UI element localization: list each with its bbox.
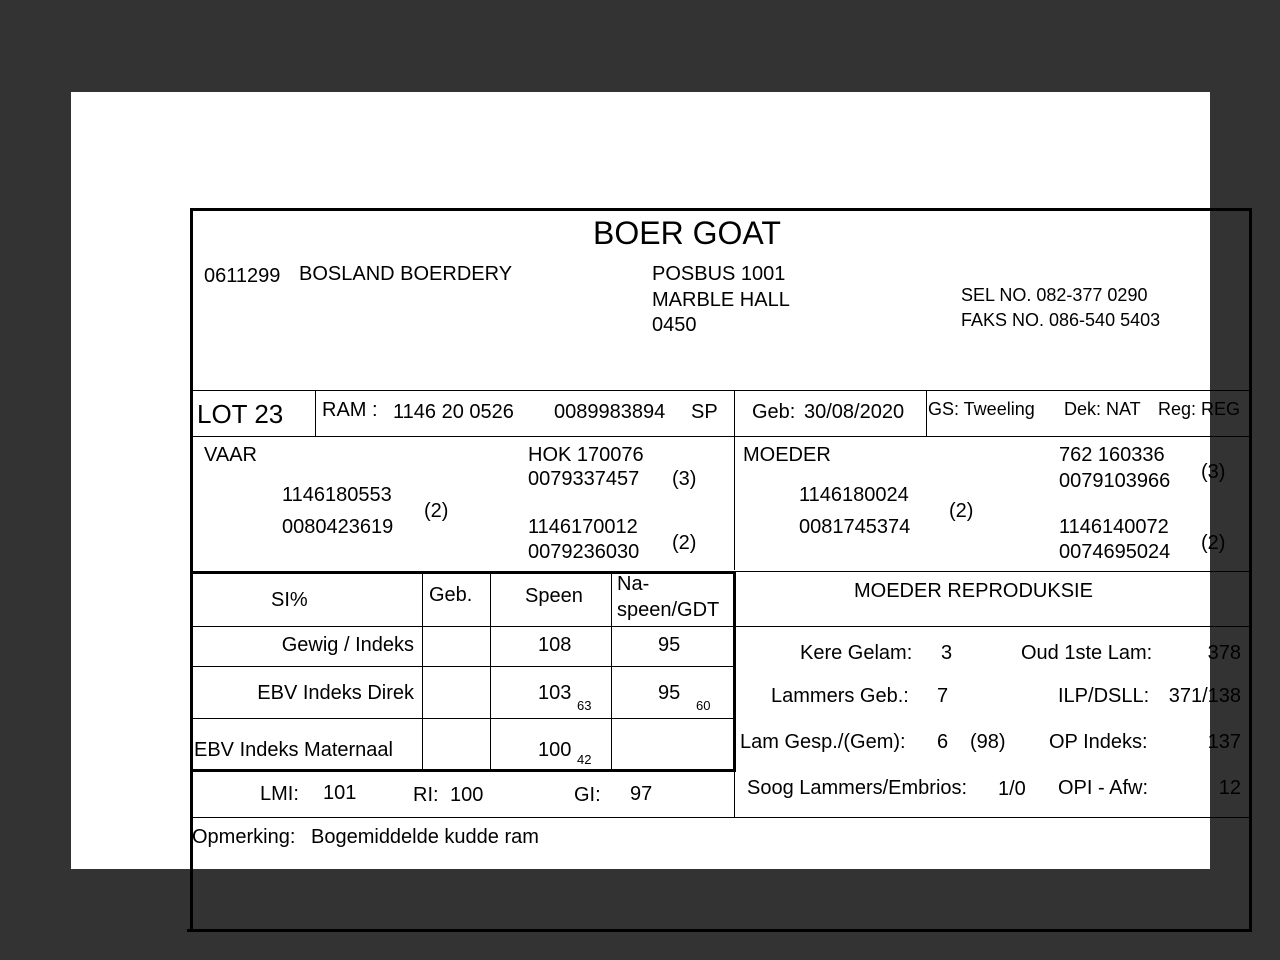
fax-number: FAKS NO. 086-540 5403 (961, 310, 1161, 330)
remark-text: Bogemiddelde kudde ram (311, 826, 539, 848)
sire-dam-count: (2) (672, 532, 697, 554)
sire-dam-number: 1146170012 (528, 516, 638, 538)
ri-value: 100 (450, 784, 484, 806)
direk-naspeen: 95 (658, 682, 681, 704)
lammers-label: Lammers Geb.: (771, 685, 909, 707)
soog-label: Soog Lammers/Embrios: (747, 777, 968, 799)
header-si: SI% (271, 589, 308, 611)
ilp-label: ILP/DSLL: (1058, 685, 1150, 707)
sale-card (190, 208, 1252, 932)
table-top-border (190, 571, 736, 574)
reproduction-title: MOEDER REPRODUKSIE (854, 580, 1093, 602)
sire-sire-number: HOK 170076 (528, 444, 644, 466)
row-divider (190, 718, 734, 719)
gewig-naspeen: 95 (658, 634, 681, 656)
dam-count: (2) (949, 500, 974, 522)
opi-label: OPI - Afw: (1058, 777, 1149, 799)
soog-value: 1/0 (998, 778, 1026, 800)
sire-id: 0080423619 (282, 516, 394, 538)
address-line-1: POSBUS 1001 (652, 263, 786, 285)
col-divider (734, 571, 735, 817)
op-value: 137 (1207, 731, 1241, 753)
col-divider (315, 390, 316, 436)
birth-label: Geb: (752, 401, 796, 423)
op-label: OP Indeks: (1049, 731, 1148, 753)
direk-speen: 103 (538, 682, 572, 704)
lmi-label: LMI: (260, 783, 299, 805)
sire-sire-id: 0079337457 (528, 468, 640, 490)
direk-speen-accuracy: 63 (577, 698, 592, 713)
address-line-3: 0450 (652, 314, 697, 336)
sire-number: 1146180553 (282, 484, 392, 506)
dam-label: MOEDER (743, 444, 831, 466)
header-geb: Geb. (429, 584, 473, 606)
row-label-gewig: Gewig / Indeks (281, 634, 414, 656)
ram-class: SP (691, 401, 718, 423)
address-line-2: MARBLE HALL (652, 289, 790, 311)
direk-naspeen-accuracy: 60 (696, 698, 711, 713)
row-divider (190, 817, 1249, 818)
col-divider (611, 574, 612, 769)
header-naspeen-line2: speen/GDT (617, 599, 720, 621)
header-naspeen-line1: Na- (617, 573, 650, 595)
breeder-number: 0611299 (204, 265, 281, 287)
sire-count: (2) (424, 500, 449, 522)
oud-value: 378 (1207, 642, 1241, 664)
lammers-value: 7 (937, 685, 949, 707)
frame-left (190, 208, 193, 932)
col-divider (926, 390, 927, 436)
ram-number: 1146 20 0526 (393, 401, 514, 423)
dam-id: 0081745374 (799, 516, 911, 538)
header-speen: Speen (525, 585, 583, 607)
frame-top (190, 208, 1252, 211)
ram-label: RAM : (322, 399, 378, 421)
kere-gelam-label: Kere Gelam: (800, 642, 913, 664)
col-divider (422, 574, 423, 769)
birth-date: 30/08/2020 (804, 401, 905, 423)
col-divider (490, 574, 491, 769)
cell-number: SEL NO. 082-377 0290 (961, 285, 1148, 305)
lot-number: LOT 23 (197, 399, 284, 429)
frame-bottom (187, 929, 1252, 932)
kere-gelam-value: 3 (941, 642, 953, 664)
row-label-maternaal: EBV Indeks Maternaal (194, 739, 393, 761)
reg-status: Reg: REG (1158, 399, 1241, 419)
dam-dam-id: 0074695024 (1059, 541, 1171, 563)
frame-right (1249, 208, 1252, 932)
col-divider (734, 436, 735, 570)
ri-label: RI: (413, 784, 439, 806)
gewig-speen: 108 (538, 634, 572, 656)
oud-label: Oud 1ste Lam: (1021, 642, 1153, 664)
row-divider (734, 571, 1249, 572)
gi-label: GI: (574, 784, 601, 806)
row-divider (190, 626, 1249, 627)
sire-label: VAAR (204, 444, 257, 466)
gi-value: 97 (630, 783, 653, 805)
row-divider (190, 666, 734, 667)
dam-sire-number: 762 160336 (1059, 444, 1165, 466)
dam-sire-id: 0079103966 (1059, 470, 1171, 492)
dam-number: 1146180024 (799, 484, 909, 506)
dam-sire-count: (3) (1201, 461, 1226, 483)
sire-sire-count: (3) (672, 468, 697, 490)
gs-status: GS: Tweeling (928, 399, 1035, 419)
sire-dam-id: 0079236030 (528, 541, 640, 563)
gesp-average: (98) (970, 731, 1006, 753)
gesp-value: 6 (937, 731, 949, 753)
col-divider (734, 390, 735, 436)
row-divider (193, 436, 1249, 437)
page-title: BOER GOAT (593, 215, 781, 251)
breeder-name: BOSLAND BOERDERY (299, 263, 513, 285)
maternaal-speen: 100 (538, 739, 572, 761)
ilp-value: 371/138 (1168, 685, 1241, 707)
row-label-direk: EBV Indeks Direk (257, 682, 414, 704)
gesp-label: Lam Gesp./(Gem): (740, 731, 906, 753)
remark-label: Opmerking: (192, 826, 296, 848)
ram-id: 0089983894 (554, 401, 666, 423)
lmi-value: 101 (323, 782, 357, 804)
paper-sheet (71, 92, 1241, 869)
row-divider (193, 390, 1249, 391)
maternaal-speen-accuracy: 42 (577, 752, 592, 767)
opi-value: 12 (1218, 777, 1241, 799)
dam-dam-count: (2) (1201, 532, 1226, 554)
table-bottom-border (190, 769, 736, 772)
dam-dam-number: 1146140072 (1059, 516, 1169, 538)
dek-status: Dek: NAT (1064, 399, 1141, 419)
